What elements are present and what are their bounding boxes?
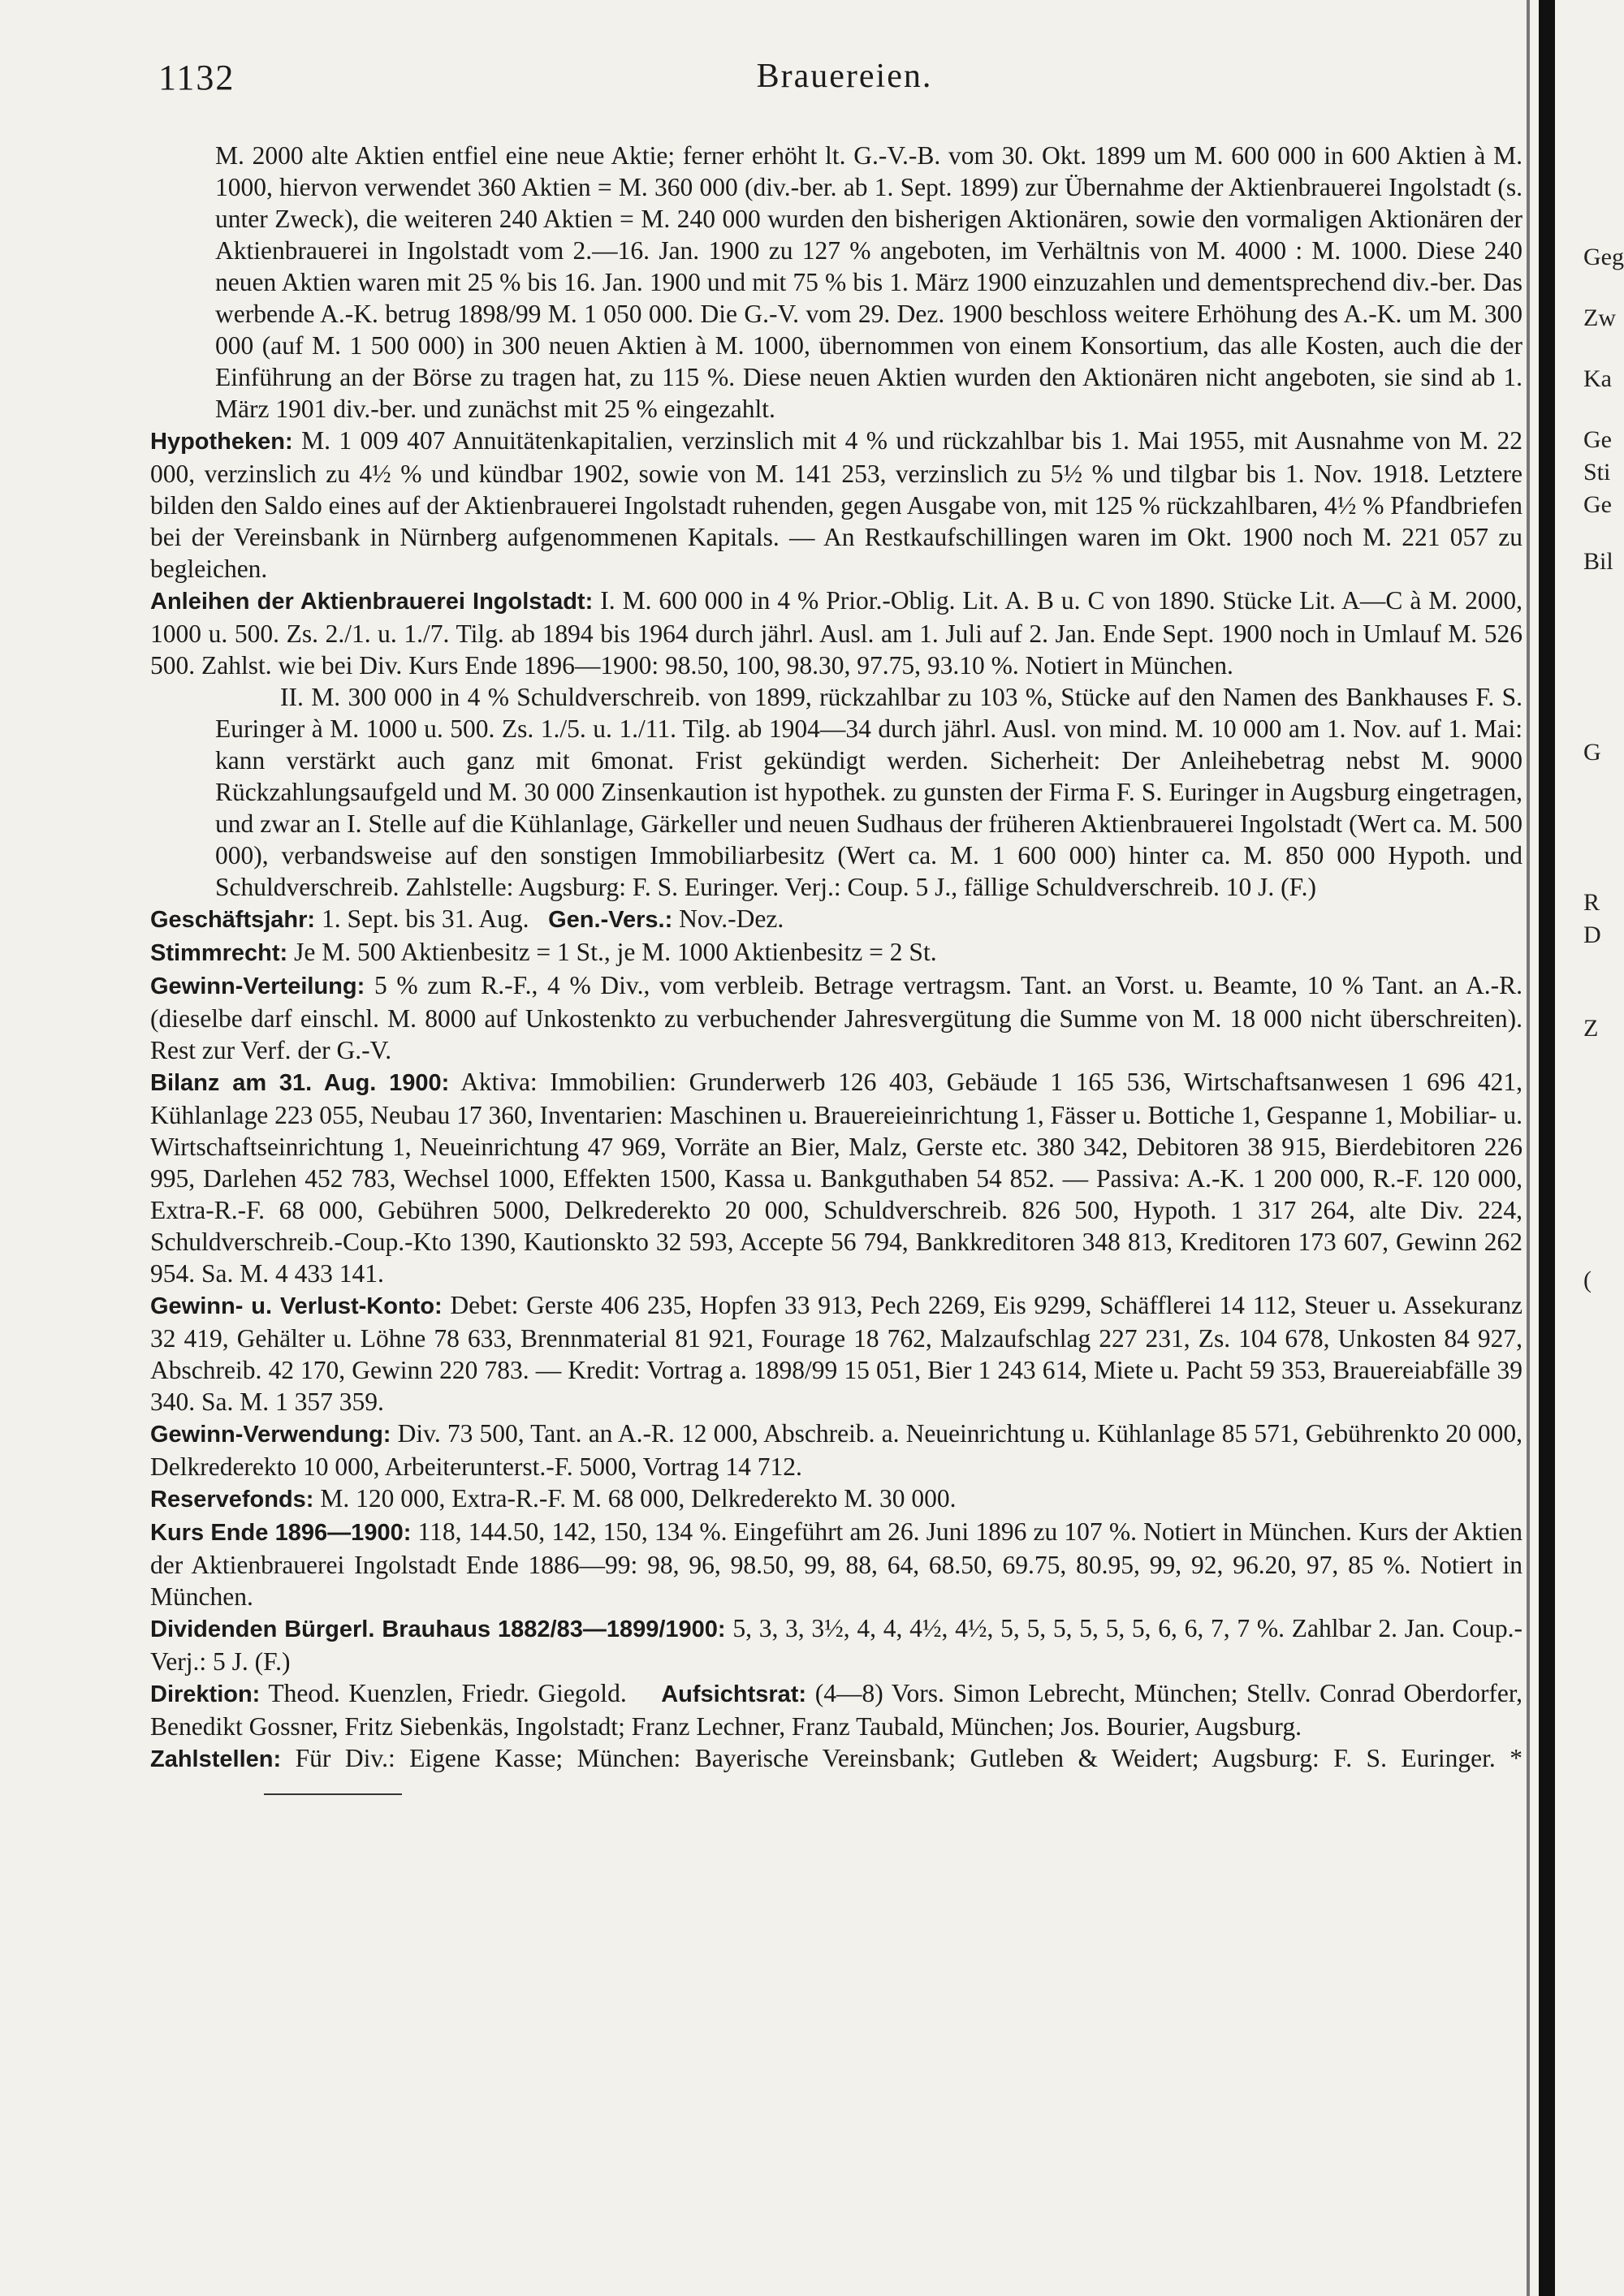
aufsichtsrat-label: Aufsichtsrat:	[661, 1681, 807, 1707]
capital-paragraph	[150, 140, 1522, 425]
gewinn-verwendung-label: Gewinn-Verwendung:	[150, 1422, 391, 1448]
margin-fragment: Ge	[1583, 491, 1612, 518]
zahlstellen-entry	[150, 1742, 1522, 1807]
end-rule	[264, 1793, 402, 1795]
margin-fragment: Geg	[1583, 244, 1624, 270]
zahlstellen-label: Zahlstellen:	[150, 1746, 282, 1772]
direktion-label: Direktion:	[150, 1681, 261, 1707]
gewinn-verwendung-text: Div. 73 500, Tant. an A.-R. 12 000, Abschreib. a. Neueinrichtung u. Kühlanlage 85 571, Gebührenkto 20 000, Delkrederekto 10 000, Arbeiterunterst.-F. 5000, Vortrag 14 712.	[150, 1419, 1522, 1481]
margin-fragment: D	[1583, 921, 1601, 948]
dividenden-text: 5, 3, 3, 3½, 4, 4, 4½, 4½, 5, 5, 5, 5, 5, 5, 6, 6, 7, 7 %. Zahlbar 2. Jan. Coup.-Verj.: 5 J. (F.)	[150, 1614, 1523, 1676]
main-text	[150, 140, 1522, 1807]
kurs-label: Kurs Ende 1896—1900:	[150, 1520, 412, 1546]
bilanz-entry	[150, 1066, 1522, 1289]
margin-fragment: R	[1583, 889, 1600, 916]
reservefonds-text: M. 120 000, Extra-R.-F. M. 68 000, Delkrederekto M. 30 000.	[320, 1484, 957, 1513]
gen-vers-text: Nov.-Dez.	[679, 904, 784, 933]
reservefonds-label: Reservefonds:	[150, 1487, 314, 1513]
gen-vers-label: Gen.-Vers.:	[548, 907, 673, 933]
anleihen-text: I. M. 600 000 in 4 % Prior.-Oblig. Lit. A. B u. C von 1890. Stücke Lit. A—C à M. 2000, 1000 u. 500. Zs. 2./1. u. 1./7. Tilg. ab 1894 bis 1964 durch jährl. Ausl. am 1. Juli auf 2. Jan. Ende Sept. 1900 noch in Umlauf M. 526 500. Zahlst. wie bei Div. Kurs Ende 1896—1900: 98.50, 100, 98.30, 97.75, 93.10 %. Notiert in München.	[150, 586, 1523, 680]
margin-fragment: Sti	[1583, 459, 1611, 486]
kurs-text: 118, 144.50, 142, 150, 134 %. Eingeführt am 26. Juni 1896 zu 107 %. Notiert in München. Kurs der Aktien der Aktienbrauerei Ingolstadt Ende 1886—99: 98, 96, 98.50, 99, 88, 64, 68.50, 69.75, 80.95, 99, 92, 96.20, 97, 85 %. Notiert in München.	[150, 1517, 1522, 1611]
margin-fragment: Zw	[1583, 304, 1616, 331]
margin-fragment: Ge	[1583, 426, 1612, 453]
stimmrecht-entry	[150, 936, 1522, 969]
dividenden-entry	[150, 1612, 1522, 1677]
gewinn-verlust-entry	[150, 1289, 1522, 1418]
footnote-asterisk: *	[1510, 1744, 1523, 1772]
margin-fragment: Bil	[1583, 548, 1613, 575]
anleihen-label: Anleihen der Aktienbrauerei Ingolstadt:	[150, 589, 594, 615]
anleihen-ii-entry	[150, 681, 1522, 903]
geschaeftsjahr-label: Geschäftsjahr:	[150, 907, 316, 933]
kurs-entry	[150, 1516, 1522, 1612]
geschaeftsjahr-entry	[150, 903, 1522, 936]
page-header	[158, 57, 1531, 102]
hypotheken-entry	[150, 425, 1522, 585]
gutter-shadow	[1527, 0, 1530, 2296]
stimmrecht-label: Stimmrecht:	[150, 940, 288, 966]
margin-fragment: G	[1583, 739, 1601, 766]
anleihen-entry	[150, 585, 1522, 681]
margin-fragment: (	[1583, 1267, 1592, 1293]
stimmrecht-text: Je M. 500 Aktienbesitz = 1 St., je M. 1000 Aktienbesitz = 2 St.	[294, 938, 937, 966]
geschaeftsjahr-text: 1. Sept. bis 31. Aug.	[321, 904, 529, 933]
gewinn-verteilung-text: 5 % zum R.-F., 4 % Div., vom verbleib. Betrage vertragsm. Tant. an Vorst. u. Beamte, 10 % Tant. an A.-R. (dieselbe darf einschl. M. 8000 auf Unkostenkto zu verbuchender Jahresvergütung die Summe von M. 18 000 nicht überschreiten). Rest zur Verf. der G.-V.	[150, 971, 1522, 1064]
bilanz-text: Aktiva: Immobilien: Grunderwerb 126 403, Gebäude 1 165 536, Wirtschaftsanwesen 1 696 421, Kühlanlage 223 055, Neubau 17 360, Inventarien: Maschinen u. Brauereieinrichtung 1, Fässer u. Bottiche 1, Gespanne 1, Mobiliar- u. Wirtschaftseinrichtung 1, Neueinrichtung 47 969, Vorräte an Bier, Malz, Gerste etc. 380 342, Debitoren 38 915, Bierdebitoren 226 995, Darlehen 452 783, Wechsel 1000, Effekten 1500, Kassa u. Bankguthaben 54 852. — Passiva: A.-K. 1 200 000, R.-F. 120 000, Extra-R.-F. 68 000, Gebühren 5000, Delkrederekto 20 000, Schuldverschreib. 826 500, Hypoth. 1 317 264, alte Div. 224, Schuldverschreib.-Coup.-Kto 1390, Kautionskto 32 593, Accepte 56 794, Bankkreditoren 348 813, Kreditoren 173 607, Gewinn 262 954. Sa. M. 4 433 141.	[150, 1068, 1522, 1288]
hypotheken-label: Hypotheken:	[150, 429, 293, 455]
reservefonds-entry	[150, 1482, 1522, 1516]
margin-fragment: Z	[1583, 1015, 1599, 1042]
margin-fragment: Ka	[1583, 365, 1612, 392]
zahlstellen-text: Für Div.: Eigene Kasse; München: Bayerische Vereinsbank; Gutleben & Weidert; Augsburg: F. S. Euringer.	[295, 1744, 1496, 1772]
gewinn-verlust-text: Debet: Gerste 406 235, Hopfen 33 913, Pech 2269, Eis 9299, Schäfflerei 14 112, Steuer u. Assekuranz 32 419, Gehälter u. Löhne 78 633, Brennmaterial 81 921, Fourage 18 762, Malzaufschlag 227 231, Zs. 104 678, Unkosten 84 927, Abschreib. 42 170, Gewinn 220 783. — Kredit: Vortrag a. 1898/99 15 051, Bier 1 243 614, Miete u. Pacht 59 353, Brauereiabfälle 39 340. Sa. M. 1 357 359.	[150, 1291, 1523, 1416]
anleihen-ii-text: II. M. 300 000 in 4 % Schuldverschreib. von 1899, rückzahlbar zu 103 %, Stücke auf den Namen des Bankhauses F. S. Euringer à M. 1000 u. 500. Zs. 1./5. u. 1./11. Tilg. ab 1904—34 durch jährl. Ausl. von mind. M. 10 000 am 1. Nov. auf 1. Mai: kann verstärkt auch ganz mit 6monat. Frist gekündigt werden. Sicherheit: Der Anleihebetrag nebst M. 9000 Rückzahlungsaufgeld und M. 30 000 Zinsenkaution ist hypothek. zu gunsten der Firma F. S. Euringer in Augsburg eingetragen, und zwar an I. Stelle auf die Kühlanlage, Gärkeller und neuen Sudhaus der früheren Aktienbrauerei Ingolstadt (Wert ca. M. 500 000), verbandsweise auf den sonstigen Immobiliarbesitz (Wert ca. M. 1 600 000) hinter ca. M. 850 000 Hypoth. und Schuldverschreib. Zahlstelle: Augsburg: F. S. Euringer. Verj.: Coup. 5 J., fällige Schuldverschreib. 10 J. (F.)	[215, 683, 1522, 901]
hypotheken-text: M. 1 009 407 Annuitätenkapitalien, verzinslich mit 4 % und rückzahlbar bis 1. Mai 1955, mit Ausnahme von M. 22 000, verzinslich zu 4½ % und kündbar 1902, sowie von M. 141 253, verzinslich zu 5½ % und tilgbar bis 1. Nov. 1918. Letztere bilden den Saldo eines auf der Aktienbrauerei Ingolstadt ruhenden, gegen Ausgabe von, mit 125 % rückzahlbaren, 4½ % Pfandbriefen bei der Vereinsbank in Nürnberg aufgenommenen Kapitals. — An Restkaufschillingen waren im Okt. 1900 noch M. 221 057 zu begleichen.	[150, 426, 1522, 583]
running-head: Brauereien.	[756, 58, 933, 95]
gewinn-verlust-label: Gewinn- u. Verlust-Konto:	[150, 1293, 443, 1319]
aufsichtsrat-text: (4—8) Vors. Simon Lebrecht, München; Stellv. Conrad Oberdorfer, Benedikt Gossner, Fritz Siebenkäs, Ingolstadt; Franz Lechner, Franz Taubald, München; Jos. Bourier, Augsburg.	[150, 1679, 1523, 1741]
gewinn-verteilung-entry	[150, 969, 1522, 1066]
bilanz-label: Bilanz am 31. Aug. 1900:	[150, 1070, 450, 1096]
direktion-entry	[150, 1677, 1522, 1742]
dividenden-label: Dividenden Bürgerl. Brauhaus 1882/83—1899/1900:	[150, 1616, 726, 1642]
gewinn-verteilung-label: Gewinn-Verteilung:	[150, 973, 365, 999]
direktion-text: Theod. Kuenzlen, Friedr. Giegold.	[268, 1679, 627, 1707]
capital-text: M. 2000 alte Aktien entfiel eine neue Aktie; ferner erhöht lt. G.-V.-B. vom 30. Okt. 1899 um M. 600 000 in 600 Aktien à M. 1000, hiervon verwendet 360 Aktien = M. 360 000 (div.-ber. ab 1. Sept. 1899) zur Übernahme der Aktienbrauerei Ingolstadt (s. unter Zweck), die weiteren 240 Aktien = M. 240 000 wurden den bisherigen Aktionären, sowie den vormaligen Aktionären der Aktienbrauerei in Ingolstadt vom 2.—16. Jan. 1900 zu 127 % angeboten, im Verhältnis von M. 4000 : M. 1000. Diese 240 neuen Aktien waren mit 25 % bis 16. Jan. 1900 und mit 75 % bis 1. März 1900 einzuzahlen und dementsprechend div.-ber. Das werbende A.-K. betrug 1898/99 M. 1 050 000. Die G.-V. vom 29. Dez. 1900 beschloss weitere Erhöhung des A.-K. um M. 300 000 (auf M. 1 500 000) in 300 neuen Aktien à M. 1000, übernommen von einem Konsortium, das alle Kosten, auch die der Einführung an der Börse zu tragen hat, zu 115 %. Diese neuen Aktien wurden den Aktionären nicht angeboten, sie sind ab 1. März 1901 div.-ber. und zunächst mit 25 % eingezahlt.	[215, 141, 1522, 423]
page-gutter	[1539, 0, 1555, 2296]
page-number: 1132	[158, 58, 235, 97]
gewinn-verwendung-entry	[150, 1418, 1522, 1482]
